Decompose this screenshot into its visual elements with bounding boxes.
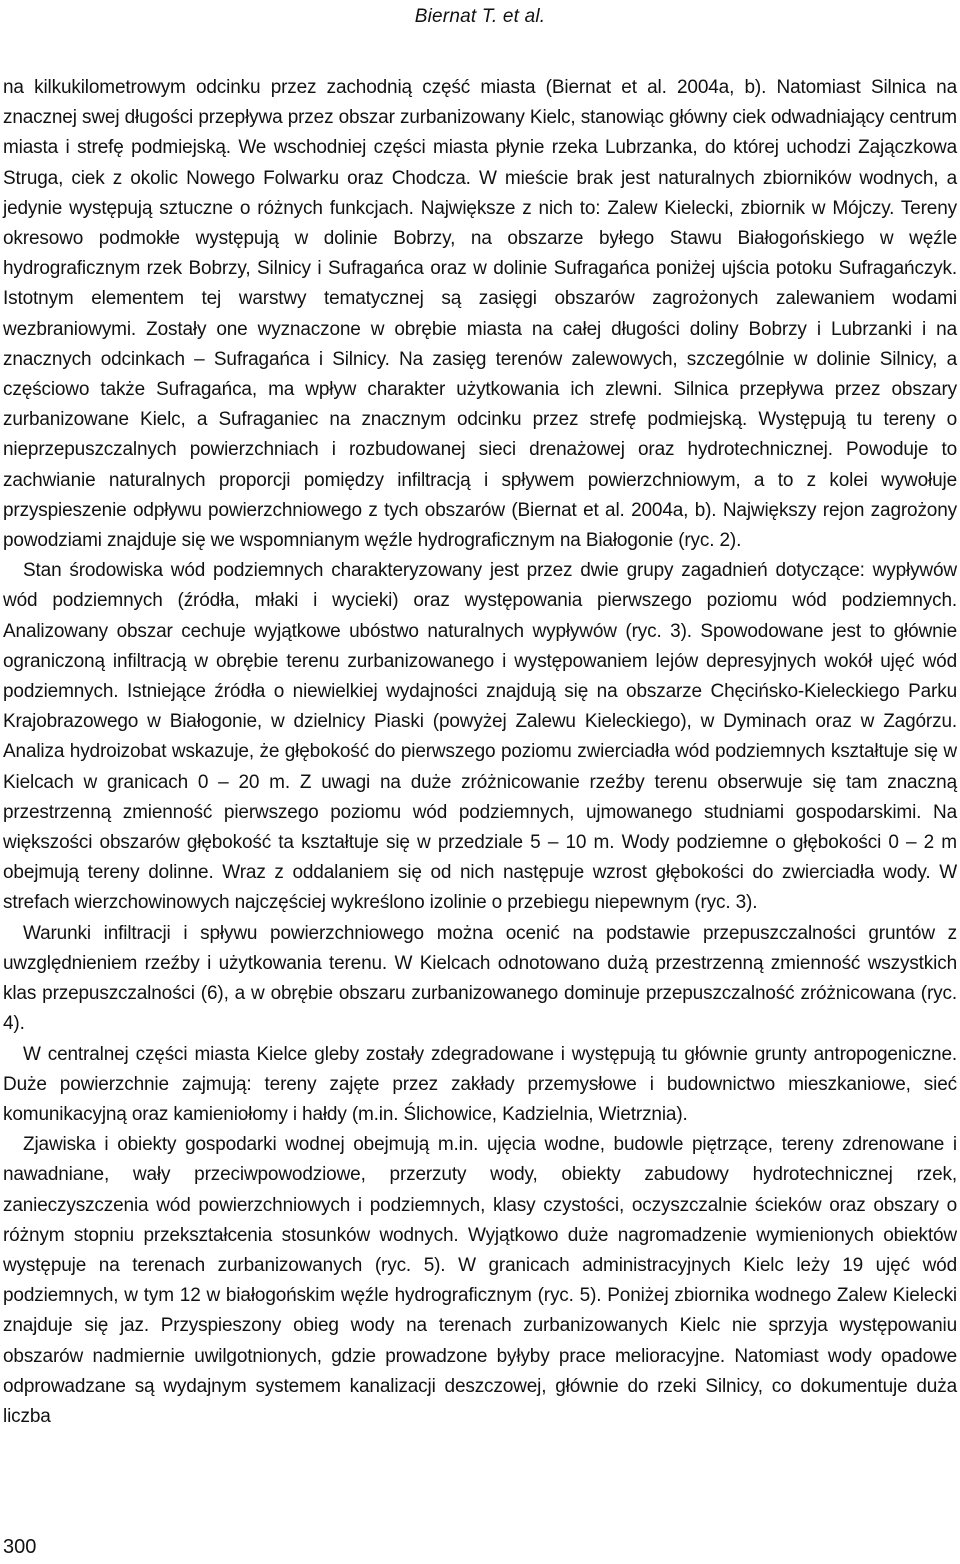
paragraph: Zjawiska i obiekty gospodarki wodnej obejmują m.in. ujęcia wodne, budowle piętrzące, tereny zdrenowane i nawadniane, wały przeciwpowodziowe, przerzuty wody, obiekty zabudowy hydrotechnicznej rzek, zanieczyszczenia wód powierzchniowych i podziemnych, klasy czystości, oczyszczalnie ścieków oraz obszary o różnym stopniu przekształcenia stosunków wodnych. Wyjątkowo duże nagromadzenie wymienionych obiektów występuje na terenach zurbanizowanych (ryc. 5). W granicach administracyjnych Kielc leży 19 ujęć wód podziemnych, w tym 12 w białogońskim węźle hydrograficznym (ryc. 5). Poniżej zbiornika wodnego Zalew Kielecki znajduje się jaz. Przyspieszony obieg wody na terenach zurbanizowanych Kielc nie sprzyja występowaniu obszarów nadmiernie uwilgotnionych, gdzie prowadzone byłyby prace melioracyjne. Natomiast wody opadowe odprowadzane są wydajnym systemem kanalizacji deszczowej, głównie do rzeki Silnicy, co dokumentuje duża liczba: [3, 1134, 957, 1427]
article-body: [3, 73, 957, 1432]
paragraph: W centralnej części miasta Kielce gleby zostały zdegradowane i występują tu głównie grunty antropogeniczne. Duże powierzchnie zajmują: tereny zajęte przez zakłady przemysłowe i budownictwo mieszkaniowe, sieć komunikacyjną oraz kamieniołomy i hałdy (m.in. Ślichowice, Kadzielnia, Wietrznia).: [3, 1043, 957, 1125]
running-header: Biernat T. et al.: [414, 6, 546, 27]
paragraph: na kilkukilometrowym odcinku przez zachodnią część miasta (Biernat et al. 2004a, b). Natomiast Silnica na znacznej swej długości przepływa przez obszar zurbanizowany Kielc, stanowiąc główny ciek odwadniający centrum miasta i strefę podmiejską. We wschodniej części miasta płynie rzeka Lubrzanka, do której uchodzi Zajączkowa Struga, ciek z okolic Nowego Folwarku oraz Chodcza. W mieście brak jest naturalnych zbiorników wodnych, a jedynie występują sztuczne o różnych funkcjach. Największe z nich to: Zalew Kielecki, zbiornik w Mójczy. Tereny okresowo podmokłe występują w dolinie Bobrzy, na obszarze byłego Stawu Białogońskiego w węźle hydrograficznym rzek Bobrzy, Silnicy i Sufragańca oraz w dolinie Sufragańca poniżej ujścia potoku Sufragańczyk. Istotnym elementem tej warstwy tematycznej są zasięgi obszarów zagrożonych zalewaniem wodami wezbraniowymi. Zostały one wyznaczone w obrębie miasta na całej długości doliny Bobrzy i Lubrzanki i na znacznych odcinkach – Sufragańca i Silnicy. Na zasięg terenów zalewowych, szczególnie w dolinie Silnicy, a częściowo także Sufragańca, ma wpływ charakter użytkowania ich zlewni. Silnica przepływa przez obszary zurbanizowane Kielc, a Sufraganiec na znacznym odcinku przez strefę podmiejską. Występują tu tereny o nieprzepuszczalnych powierzchniach i rozbudowanej sieci drenażowej oraz hydrotechnicznej. Powoduje to zachwianie naturalnych proporcji pomiędzy infiltracją i spływem powierzchniowym, a to z kolei wywołuje przyspieszenie odpływu powierzchniowego z tych obszarów (Biernat et al. 2004a, b). Największy rejon zagrożony powodziami znajduje się we wspomnianym węźle hydrograficznym na Białogonie (ryc. 2).: [3, 77, 957, 552]
paragraph: Stan środowiska wód podziemnych charakteryzowany jest przez dwie grupy zagadnień dotyczące: wypływów wód podziemnych (źródła, młaki i wycieki) oraz występowania pierwszego poziomu wód podziemnych. Analizowany obszar cechuje wyjątkowe ubóstwo naturalnych wypływów (ryc. 3). Spowodowane jest to głównie ograniczoną infiltracją w obrębie terenu zurbanizowanego i występowaniem lejów depresyjnych wokół ujęć wód podziemnych. Istniejące źródła o niewielkiej wydajności znajdują się na obszarze Chęcińsko-Kieleckiego Parku Krajobrazowego w Białogonie, w dzielnicy Piaski (powyżej Zalewu Kieleckiego), w Dyminach oraz w Zagórzu. Analiza hydroizobat wskazuje, że głębokość do pierwszego poziomu zwierciadła wód podziemnych kształtuje się w Kielcach w granicach 0 – 20 m. Z uwagi na duże zróżnicowanie rzeźby terenu obserwuje się tam znaczną przestrzenną zmienność pierwszego poziomu wód podziemnych, ujmowanego studniami gospodarskimi. Na większości obszarów głębokość ta kształtuje się w przedziale 5 – 10 m. Wody podziemne o głębokości 0 – 2 m obejmują tereny dolinne. Wraz z oddalaniem się od nich następuje wzrost głębokości do zwierciadła wody. W strefach wierzchowinowych najczęściej wykreślono izolinie o przebiegu niepewnym (ryc. 3).: [3, 560, 957, 914]
page-number: 300: [3, 1536, 37, 1558]
paragraph: Warunki infiltracji i spływu powierzchniowego można ocenić na podstawie przepuszczalności gruntów z uwzględnieniem rzeźby i użytkowania terenu. W Kielcach odnotowano dużą przestrzenną zmienność wszystkich klas przepuszczalności (6), a w obrębie obszaru zurbanizowanego dominuje przepuszczalność zróżnicowana (ryc. 4).: [3, 922, 957, 1035]
